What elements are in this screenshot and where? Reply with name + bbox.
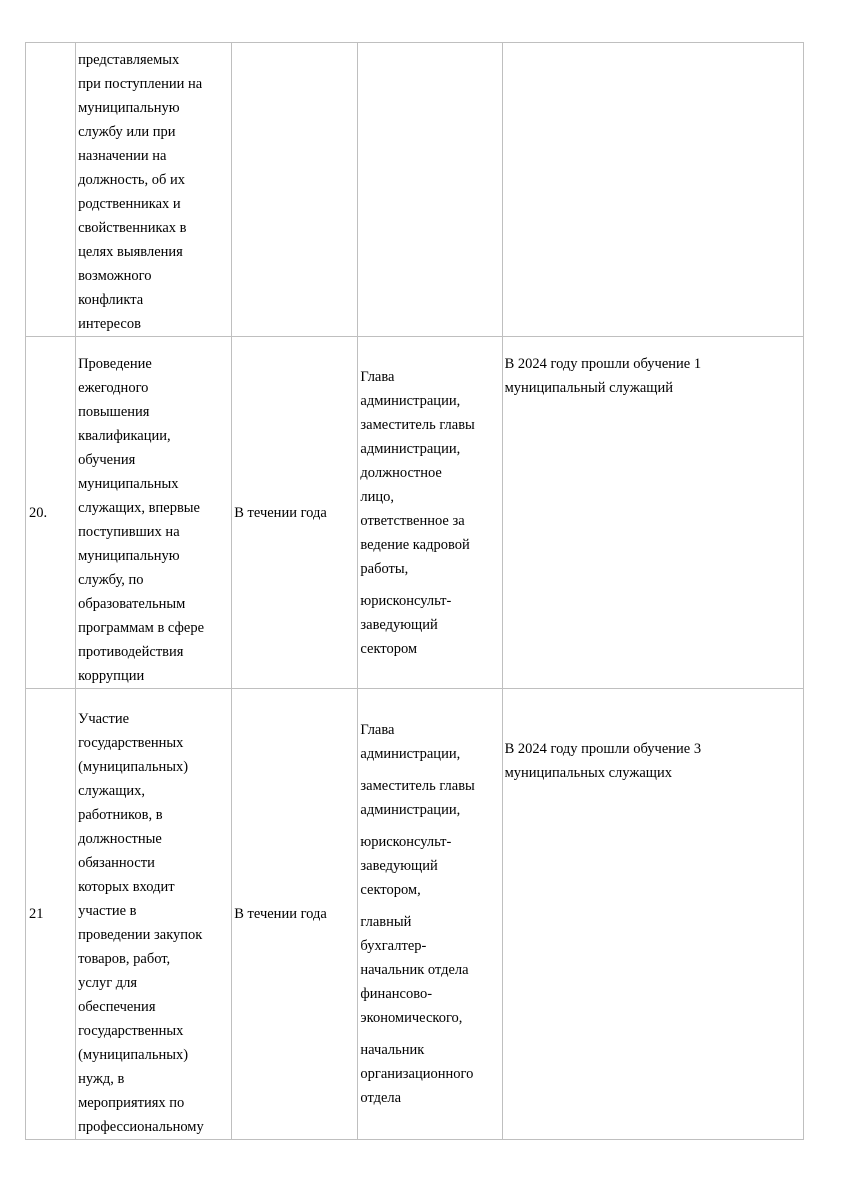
term-text: В течении года — [234, 906, 327, 922]
responsible-text: начальник организационного отдела — [360, 1042, 474, 1106]
responsible-cell — [358, 689, 502, 1140]
responsible-cell — [358, 337, 502, 689]
responsible-text: главный бухгалтер- начальник отдела финансово- экономического, — [360, 914, 469, 1026]
measure-description: Проведение ежегодного повышения квалификации, обучения муниципальных служащих, впервые поступивших на муниципальную службу, по образовательным программам в сфере противодействия коррупции — [78, 356, 205, 684]
term-cell — [232, 43, 358, 337]
row-number: 21 — [29, 906, 44, 922]
table-row — [26, 689, 804, 1140]
responsible-cell — [358, 43, 502, 337]
row-number-cell — [26, 43, 76, 337]
responsible-text: юрисконсульт- заведующий сектором — [360, 592, 452, 657]
row-number: 20. — [29, 504, 48, 521]
row-number-cell — [26, 689, 76, 1140]
result-text: В 2024 году прошли обучение 3 муниципальных служащих — [504, 741, 702, 781]
measure-description: Участие государственных (муниципальных) служащих, работников, в должностные обязанности которых входит участие в проведении закупок товаров, работ, услуг для обеспечения государственных (муниципальных) нужд, в мероприятиях по профессиональному — [78, 711, 204, 1135]
responsible-text: Глава администрации, — [360, 722, 461, 762]
result-text: В 2024 году прошли обучение 1 муниципальный служащий — [504, 356, 702, 396]
table-row — [26, 43, 804, 337]
measures-table — [25, 42, 804, 1140]
result-cell — [502, 43, 803, 337]
measure-description-cell — [76, 43, 232, 337]
term-cell — [232, 337, 358, 689]
term-text: В течении года — [234, 504, 327, 521]
table-row — [26, 337, 804, 689]
responsible-text: Глава администрации, заместитель главы администрации, должностное лицо, ответственное за ведение кадровой работы, — [360, 368, 475, 577]
measure-description: представляемых при поступлении на муниципальную службу или при назначении на должность, об их родственниках и свойственниках в целях выявления возможного конфликта интересов — [78, 52, 203, 332]
result-cell — [502, 337, 803, 689]
measure-description-cell — [76, 689, 232, 1140]
responsible-text: юрисконсульт- заведующий сектором, — [360, 834, 452, 898]
measure-description-cell — [76, 337, 232, 689]
term-cell — [232, 689, 358, 1140]
row-number-cell — [26, 337, 76, 689]
responsible-text: заместитель главы администрации, — [360, 778, 475, 818]
result-cell — [502, 689, 803, 1140]
